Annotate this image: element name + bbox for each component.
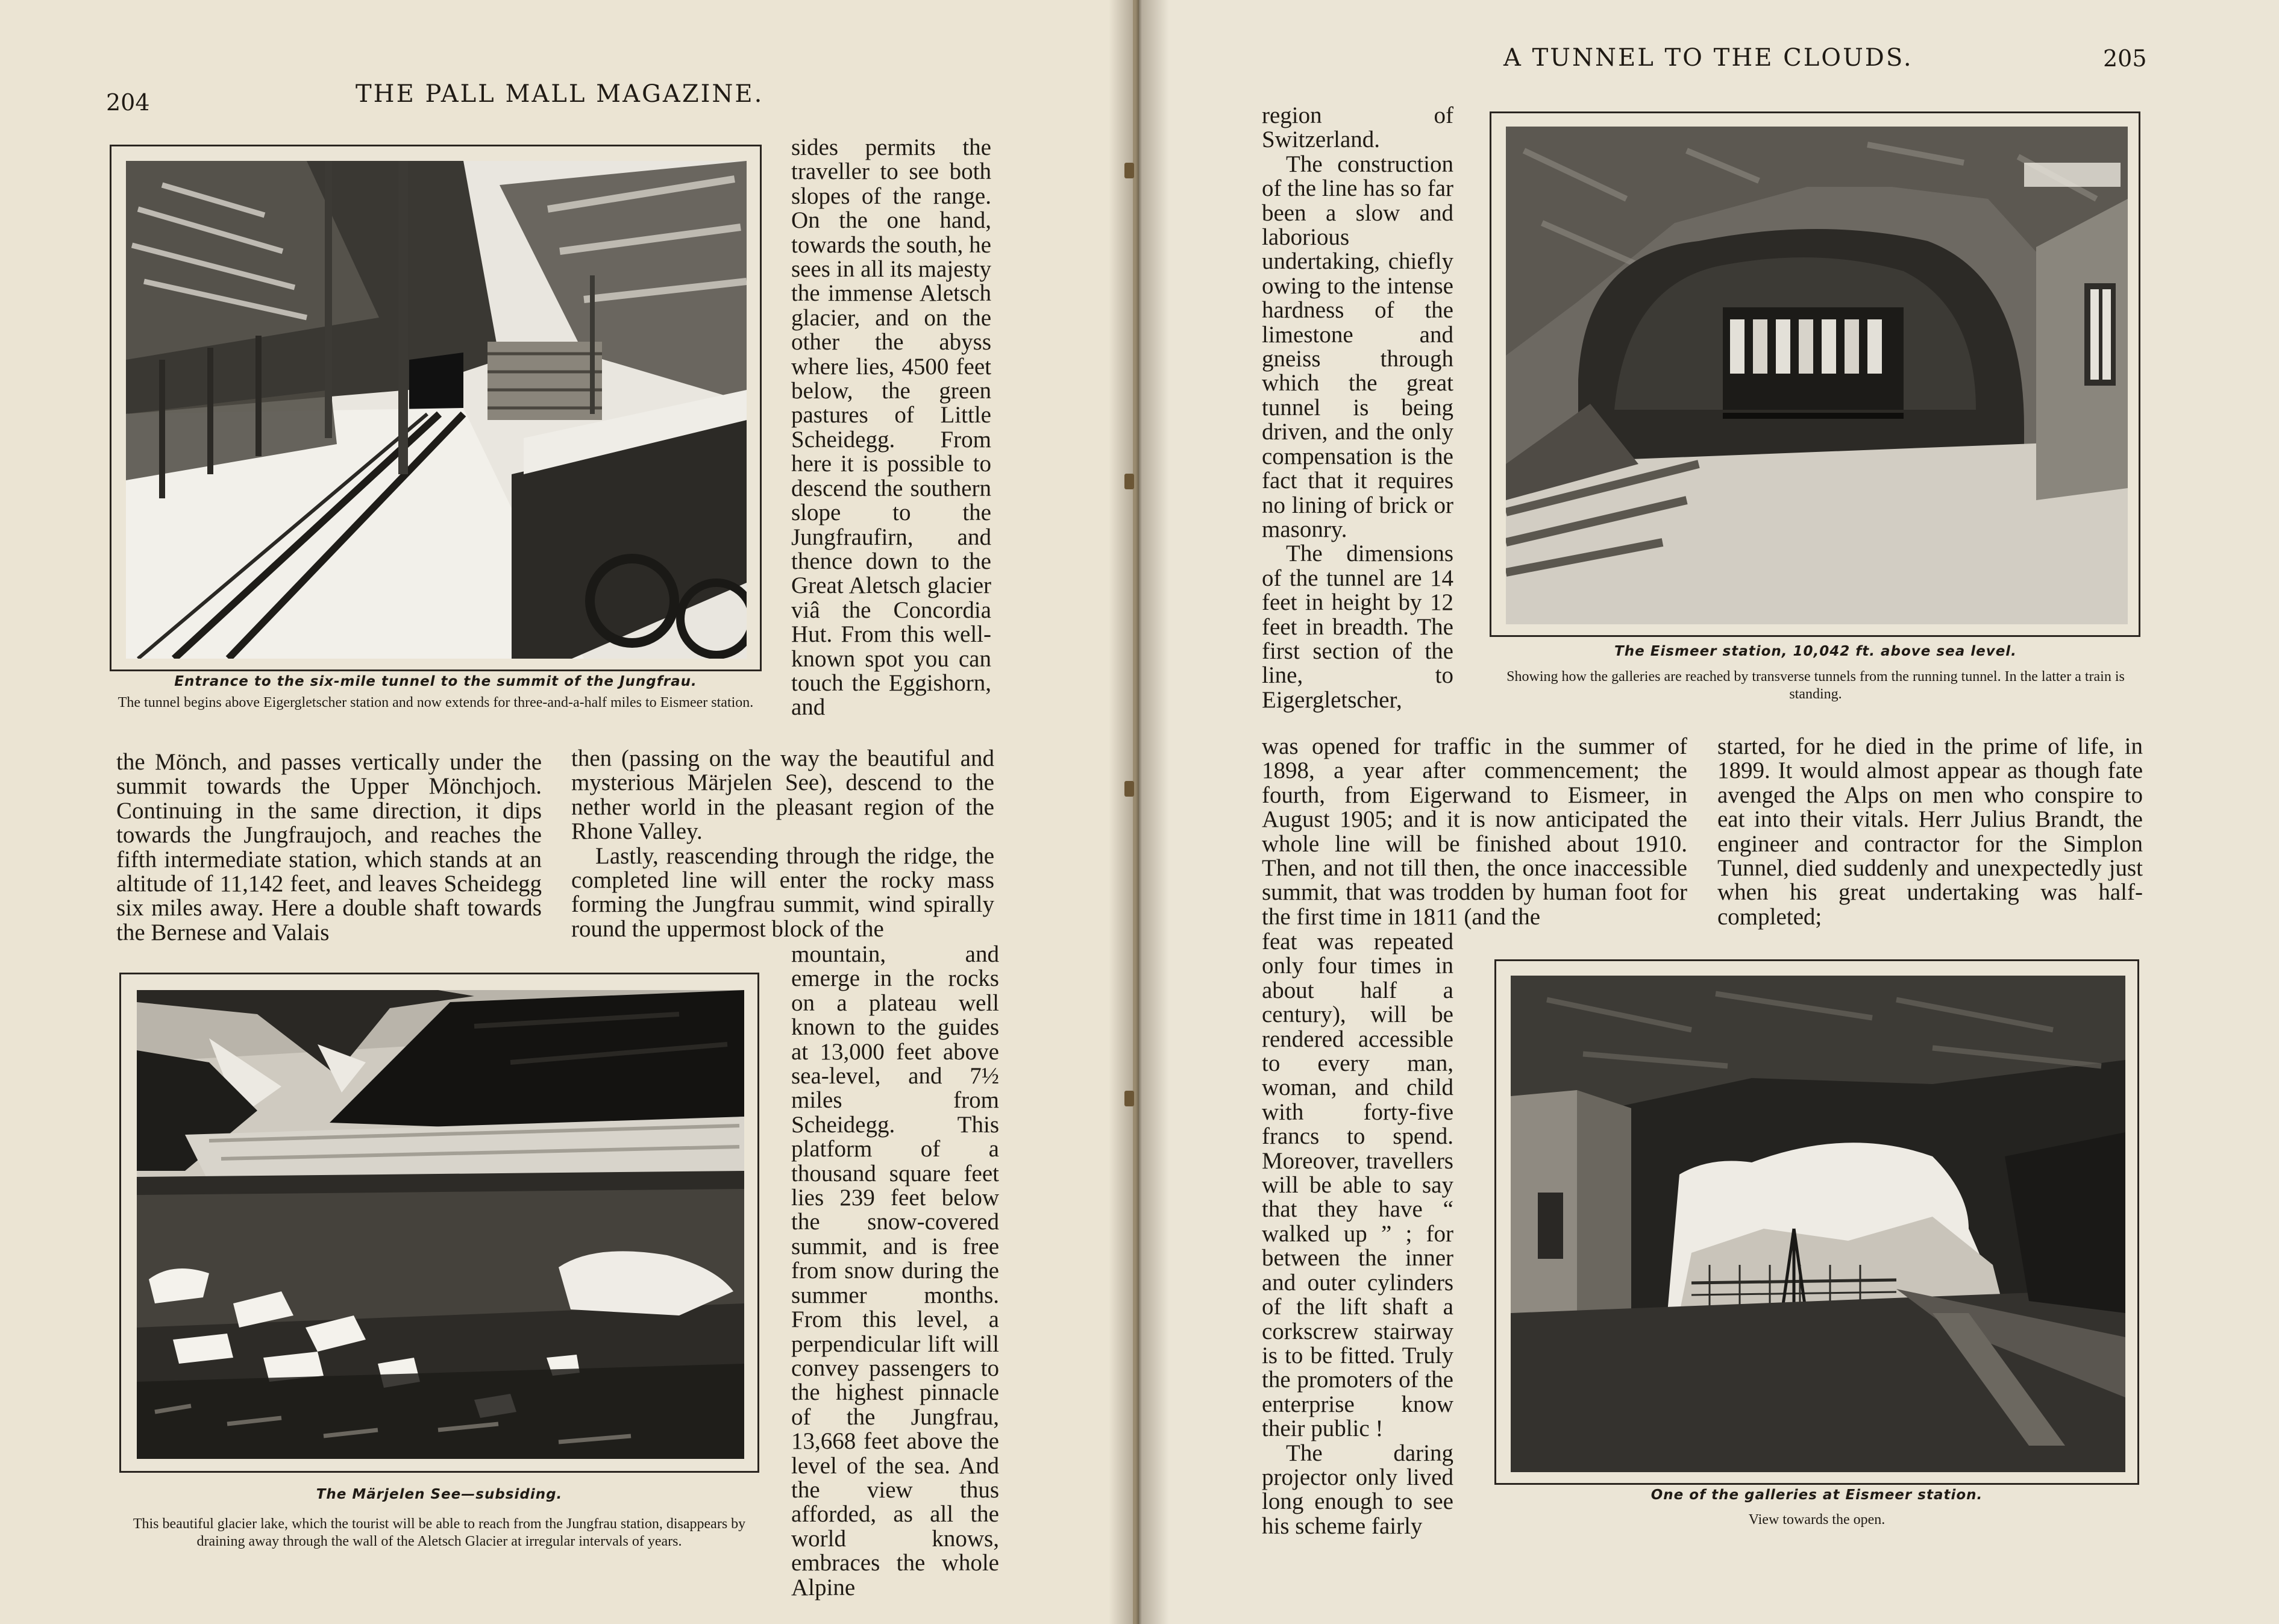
- caption-title-gallery: One of the galleries at Eismeer station.: [1650, 1487, 1983, 1503]
- binding-stitch: [1124, 781, 1134, 797]
- photo-tunnel-entrance: [126, 161, 747, 659]
- photo-eismeer-station: [1506, 127, 2128, 624]
- book-gutter: [1109, 0, 1169, 1624]
- text-column-right-top: [791, 136, 991, 720]
- text-column-left-mid: [116, 750, 542, 945]
- binding-stitch: [1124, 1091, 1134, 1106]
- paragraph: region of Switzerland.: [1262, 102, 1453, 153]
- running-head: THE PALL MALL MAGAZINE.: [356, 80, 764, 108]
- paragraph: The dimensions of the tunnel are 14 feet in height by 12 feet in breadth. The first section of the line, to Eigergletscher,: [1262, 541, 1453, 713]
- left-page: [0, 0, 1133, 1624]
- text-column-right-mid: [571, 747, 994, 941]
- paragraph: The daring projector only lived long enough to see his scheme fairly: [1262, 1440, 1453, 1539]
- paragraph: started, for he died in the prime of life, in 1899. It would almost appear as though fate avenged the Alps on men who conspire to eat into their vitals. Herr Julius Brandt, the engineer and contractor for the Simplon Tunnel, died suddenly and unexpectedly just when his great undertaking was half-completed;: [1717, 733, 2143, 930]
- figure-tunnel-entrance: [110, 145, 762, 671]
- running-head: A TUNNEL TO THE CLOUDS.: [1503, 44, 1913, 72]
- right-page: [1139, 0, 2279, 1624]
- paragraph: then (passing on the way the beautiful and mysterious Märjelen See), descend to the nether world in the pleasant region of the Rhone Valley.: [571, 745, 994, 845]
- text-column-c-mid: [1717, 735, 2143, 929]
- photo-eismeer-gallery: [1511, 976, 2125, 1472]
- text-column-right-bottom: [791, 942, 999, 1600]
- text-column-b-mid: [1262, 735, 1687, 929]
- binding-stitch: [1124, 474, 1134, 489]
- page-number: 204: [106, 89, 150, 116]
- caption-text-tunnel: The tunnel begins above Eigergletscher station and now extends for three-and-a-half miles to Eismeer station.: [118, 695, 754, 710]
- paragraph: Lastly, reascending through the ridge, the completed line will enter the rocky mass forming the Jungfrau summit, wind spirally round the uppermost block of the: [571, 842, 994, 942]
- paragraph: the Mönch, and passes vertically under the summit towards the Upper Mönchjoch. Continuing in the same direction, it dips towards the Jungfraujoch, and reaches the fifth intermediate station, which stands at an altitude of 11,142 feet, and leaves Scheidegg six miles away. Here a double shaft towards the Bernese and Valais: [116, 749, 542, 945]
- figure-eismeer-station: [1490, 111, 2140, 637]
- caption-text-marjelen: This beautiful glacier lake, which the tourist will be able to reach from the Jungfrau station, disappears by draining away through the wall of the Aletsch Glacier at irregular intervals of years.: [133, 1516, 746, 1549]
- figure-eismeer-gallery: [1494, 959, 2139, 1485]
- text-column-a-bottom: [1262, 930, 1453, 1538]
- photo-marjelen-see: [137, 990, 744, 1459]
- page-number: 205: [2103, 45, 2147, 72]
- caption-text-eismeer: Showing how the galleries are reached by transverse tunnels from the running tunnel. In the latter a train is standing.: [1506, 669, 2125, 702]
- caption-text-gallery: View towards the open.: [1748, 1512, 1886, 1528]
- caption-title-eismeer: The Eismeer station, 10,042 ft. above sea level.: [1614, 644, 2017, 659]
- paragraph: feat was repeated only four times in about half a century), will be rendered accessible to every man, woman, and child with forty-five francs to spend. Moreover, travellers will be able to say that they have “ walked up ” ; for between the inner and outer cylinders of the lift shaft a corkscrew stairway is to be fitted. Truly the promoters of the enterprise know their public !: [1262, 929, 1453, 1442]
- paragraph: was opened for traffic in the summer of 1898, a year after commencement; the fourth, from Eigerwand to Eismeer, in August 1905; and it is now anticipated the whole line will be finished about 1910. Then, and not till then, the once inaccessible summit, that was trodden by human foot for the first time in 1811 (and the: [1262, 733, 1687, 930]
- paragraph: mountain, and emerge in the rocks on a plateau well known to the guides at 13,000 feet above sea-level, and 7½ miles from Scheidegg. This platform of a thousand square feet lies 239 feet below the snow-covered summit, and is free from snow during the summer months. From this level, a perpendicular lift will convey passengers to the highest pinnacle of the Jungfrau, 13,668 feet above the level of the sea. And the view thus afforded, as all the world knows, embraces the whole Alpine: [791, 941, 999, 1600]
- paragraph: The construction of the line has so far been a slow and laborious undertaking, chiefly owing to the intense hardness of the limestone and gneiss through which the great tunnel is being driven, and the only compensation is the fact that it requires no lining of brick or masonry.: [1262, 151, 1453, 542]
- caption-title-marjelen: The Märjelen See—subsiding.: [316, 1487, 563, 1502]
- binding-stitch: [1124, 163, 1134, 178]
- caption-title-tunnel: Entrance to the six-mile tunnel to the summit of the Jungfrau.: [174, 674, 697, 689]
- figure-marjelen-see: [119, 973, 759, 1473]
- text-column-a-top: [1262, 104, 1453, 712]
- paragraph: sides permits the traveller to see both slopes of the range. On the one hand, towards the south, he sees in all its majesty the immense Aletsch glacier, and on the other the abyss where lies, 4500 feet below, the green pastures of Little Scheidegg. From here it is possible to descend the southern slope to the Jungfraufirn, and thence down to the Great Aletsch glacier viâ the Concordia Hut. From this well-known spot you can touch the Eggishorn, and: [791, 134, 991, 721]
